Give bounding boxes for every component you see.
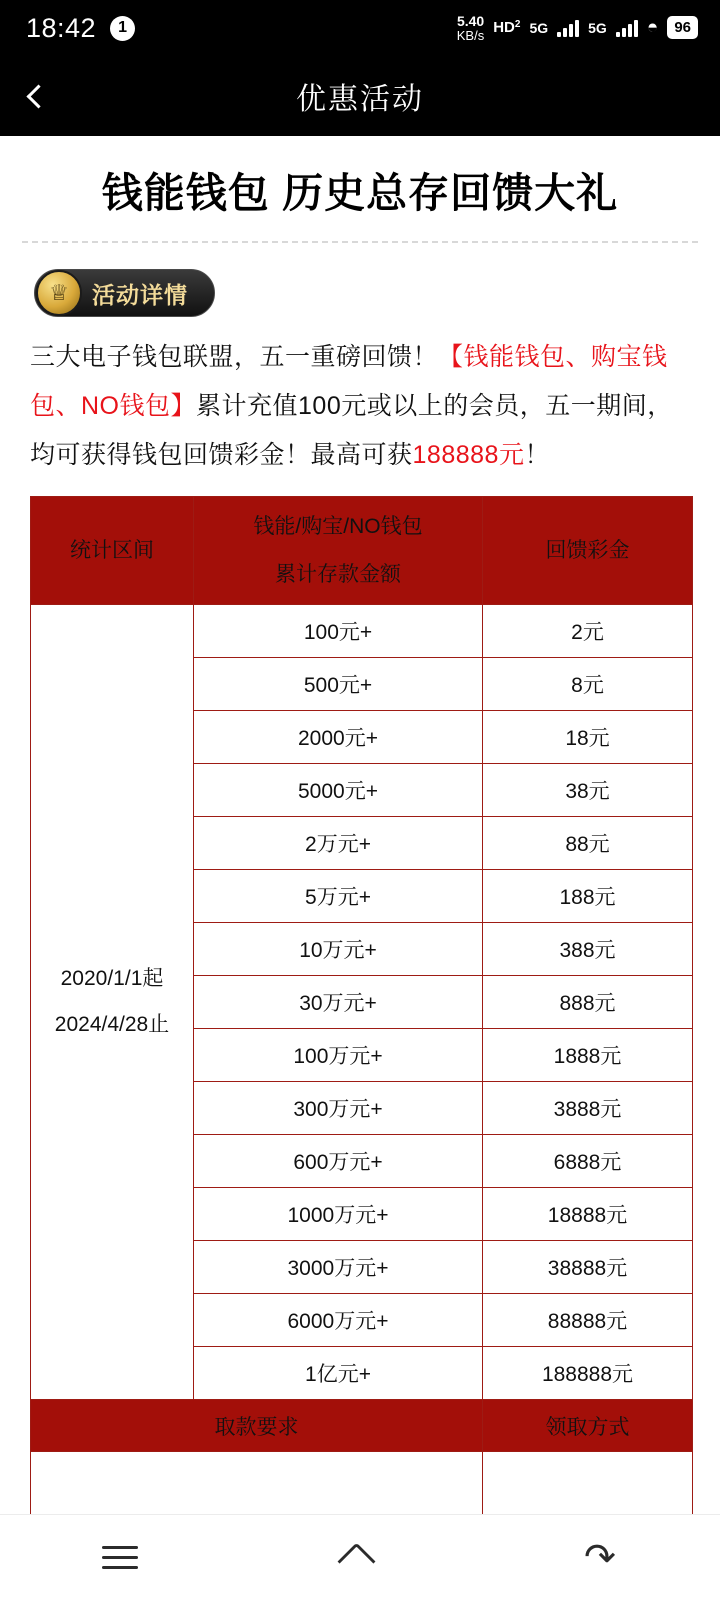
blank-cell-left bbox=[31, 1452, 483, 1515]
page-title: 优惠活动 bbox=[296, 83, 424, 116]
header-amount-line1: 钱能/购宝/NO钱包 bbox=[253, 514, 423, 538]
cell-bonus: 88元 bbox=[483, 817, 693, 870]
paragraph-seg1: 三大电子钱包联盟，五一重磅回馈！ bbox=[30, 343, 439, 371]
back-arrow-glyph: ↶ bbox=[584, 1536, 616, 1579]
hd-sub: 2 bbox=[514, 19, 521, 31]
reward-table-wrap bbox=[0, 488, 720, 1514]
home-icon[interactable] bbox=[317, 1528, 403, 1588]
cell-bonus: 188元 bbox=[483, 870, 693, 923]
cell-amount: 300万元+ bbox=[194, 1082, 483, 1135]
network-speed-value: 5.40 bbox=[456, 12, 485, 29]
activity-detail-label: 活动详情 bbox=[92, 281, 188, 308]
paragraph-max-bonus: 188888元 bbox=[412, 441, 525, 469]
cell-bonus: 2元 bbox=[483, 605, 693, 658]
cell-amount: 5000元+ bbox=[194, 764, 483, 817]
cell-bonus: 38888元 bbox=[483, 1241, 693, 1294]
hd-label: HD bbox=[493, 19, 515, 37]
footer-claim-method: 领取方式 bbox=[483, 1400, 693, 1452]
sim1-signal-icon bbox=[557, 19, 579, 37]
cell-bonus: 88888元 bbox=[483, 1294, 693, 1347]
reward-table bbox=[30, 496, 693, 1514]
cell-amount: 5万元+ bbox=[194, 870, 483, 923]
sim2-signal-icon bbox=[616, 19, 638, 37]
medal-icon: ♕ bbox=[36, 270, 82, 316]
page-content bbox=[0, 136, 720, 1514]
wifi-icon: ◓ bbox=[646, 17, 659, 39]
cell-bonus: 8元 bbox=[483, 658, 693, 711]
network-speed bbox=[457, 14, 484, 42]
system-nav-bar bbox=[0, 1514, 720, 1600]
cell-amount: 10万元+ bbox=[194, 923, 483, 976]
cell-amount: 1亿元+ bbox=[194, 1347, 483, 1400]
cell-bonus: 188888元 bbox=[483, 1347, 693, 1400]
cell-amount: 6000万元+ bbox=[194, 1294, 483, 1347]
cell-bonus: 18888元 bbox=[483, 1188, 693, 1241]
cell-amount: 1000万元+ bbox=[194, 1188, 483, 1241]
table-header-row bbox=[31, 497, 693, 605]
cell-amount: 3000万元+ bbox=[194, 1241, 483, 1294]
status-bar bbox=[0, 0, 720, 56]
cell-amount: 500元+ bbox=[194, 658, 483, 711]
cell-bonus: 6888元 bbox=[483, 1135, 693, 1188]
paragraph-wallets: 【钱能钱包、购宝钱包、NO钱包】 bbox=[30, 343, 668, 420]
table-footer-row bbox=[31, 1400, 693, 1452]
header-amount-line2: 累计存款金额 bbox=[275, 562, 401, 586]
promo-heading: 钱能钱包 历史总存回馈大礼 bbox=[101, 170, 619, 216]
hd-icon bbox=[493, 19, 520, 36]
paragraph-seg3: 累计充值100元或以上的会员，五一期间，均可获得钱包回馈彩金！最高可获 bbox=[30, 392, 673, 469]
paragraph-seg5: ！ bbox=[524, 441, 550, 469]
cell-amount: 2万元+ bbox=[194, 817, 483, 870]
cell-bonus: 18元 bbox=[483, 711, 693, 764]
sim1-network-label: 5G bbox=[529, 19, 549, 36]
cell-bonus: 38元 bbox=[483, 764, 693, 817]
header-amount bbox=[194, 497, 483, 605]
status-bar-left bbox=[26, 13, 135, 44]
blank-cell-right bbox=[483, 1452, 693, 1515]
notification-badge: 1 bbox=[110, 16, 135, 41]
promo-paragraph bbox=[0, 327, 720, 488]
battery-indicator: 96 bbox=[667, 16, 698, 39]
activity-detail-badge bbox=[34, 269, 215, 317]
cell-amount: 100元+ bbox=[194, 605, 483, 658]
header-bonus: 回馈彩金 bbox=[483, 497, 693, 605]
cell-bonus: 388元 bbox=[483, 923, 693, 976]
period-end: 2024/4/28止 bbox=[54, 1013, 170, 1036]
status-bar-right bbox=[457, 14, 698, 42]
menu-icon-glyph bbox=[102, 1546, 138, 1569]
home-icon-glyph bbox=[343, 1544, 377, 1572]
table-row bbox=[31, 605, 693, 658]
header-period: 统计区间 bbox=[31, 497, 194, 605]
cell-amount: 100万元+ bbox=[194, 1029, 483, 1082]
sim2-network-label: 5G bbox=[588, 19, 607, 36]
period-start: 2020/1/1起 bbox=[60, 967, 164, 990]
network-speed-unit: KB/s bbox=[456, 27, 485, 43]
cell-bonus: 1888元 bbox=[483, 1029, 693, 1082]
cell-amount: 600万元+ bbox=[194, 1135, 483, 1188]
cell-bonus: 888元 bbox=[483, 976, 693, 1029]
cell-amount: 30万元+ bbox=[194, 976, 483, 1029]
back-arrow-icon[interactable] bbox=[557, 1528, 643, 1588]
app-title-bar bbox=[0, 56, 720, 136]
menu-icon[interactable] bbox=[77, 1528, 163, 1588]
status-time: 18:42 bbox=[26, 12, 97, 43]
table-blank-row bbox=[31, 1452, 693, 1515]
section-badge-wrap bbox=[0, 243, 720, 327]
cell-amount: 2000元+ bbox=[194, 711, 483, 764]
cell-bonus: 3888元 bbox=[483, 1082, 693, 1135]
reward-table-body bbox=[31, 497, 693, 1515]
period-cell bbox=[31, 605, 194, 1400]
footer-withdraw-requirement: 取款要求 bbox=[31, 1400, 483, 1452]
